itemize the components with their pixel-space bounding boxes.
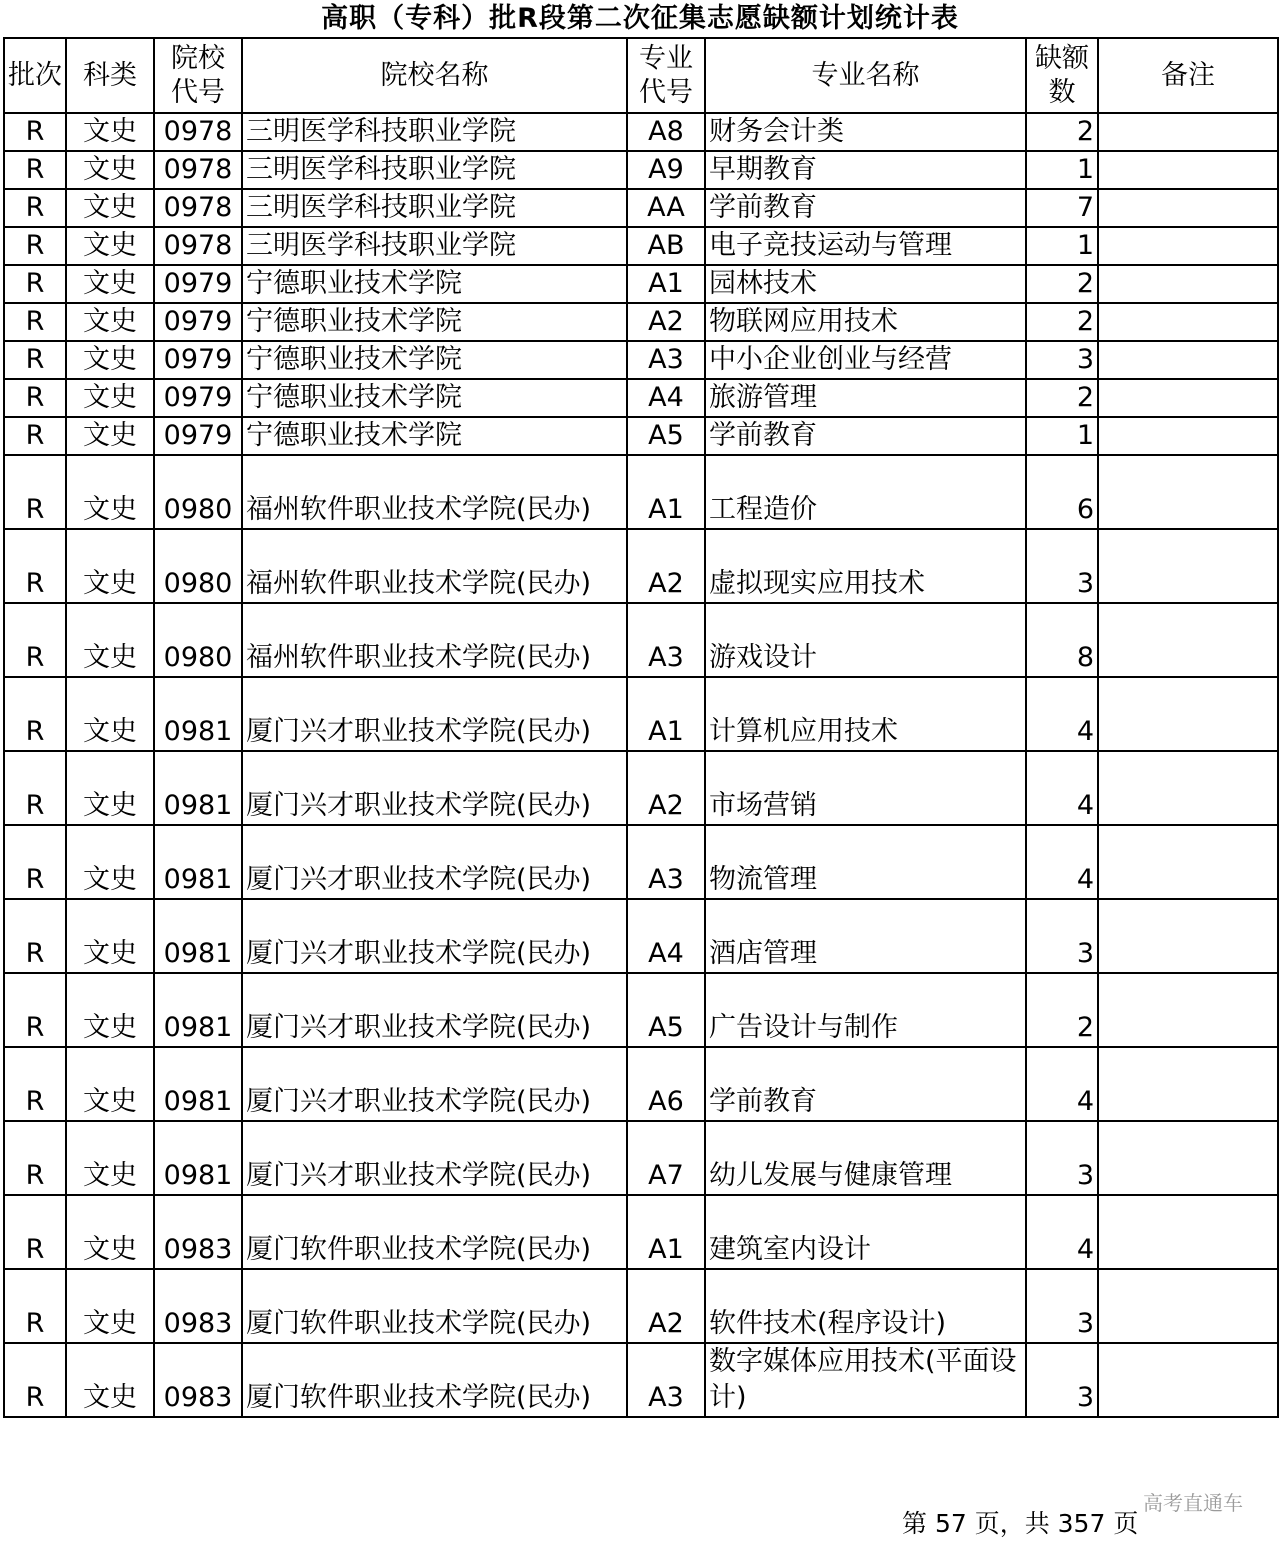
- cell-batch: R: [4, 227, 66, 265]
- page-title: 高职（专科）批R段第二次征集志愿缺额计划统计表: [321, 3, 959, 34]
- cell-shortage: 2: [1026, 973, 1098, 1047]
- cell-remark: [1098, 677, 1278, 751]
- cell-school-code: 0979: [154, 417, 242, 455]
- table-row: [4, 973, 1278, 1047]
- page-footer: 第 57 页，共 357 页: [902, 1509, 1139, 1538]
- cell-shortage: 3: [1026, 529, 1098, 603]
- cell-school-code: 0981: [154, 1047, 242, 1121]
- cell-major-code: A2: [627, 1269, 705, 1343]
- cell-school-code: 0981: [154, 825, 242, 899]
- cell-shortage: 4: [1026, 1047, 1098, 1121]
- cell-school-code: 0980: [154, 455, 242, 529]
- table-row: [4, 1269, 1278, 1343]
- table-row: [4, 899, 1278, 973]
- cell-remark: [1098, 151, 1278, 189]
- cell-major-code: A3: [627, 341, 705, 379]
- cell-major-name: 广告设计与制作: [705, 973, 1026, 1047]
- header-school-name: 院校名称: [242, 38, 627, 113]
- cell-school-name: 厦门兴才职业技术学院(民办): [242, 1047, 627, 1121]
- cell-major-name: 计算机应用技术: [705, 677, 1026, 751]
- cell-batch: R: [4, 1195, 66, 1269]
- cell-batch: R: [4, 417, 66, 455]
- table-body: [4, 113, 1278, 1417]
- cell-school-name: 厦门兴才职业技术学院(民办): [242, 751, 627, 825]
- table-row: [4, 189, 1278, 227]
- cell-shortage: 3: [1026, 899, 1098, 973]
- table-row: [4, 825, 1278, 899]
- table-row: [4, 455, 1278, 529]
- table-row: [4, 265, 1278, 303]
- cell-school-name: 宁德职业技术学院: [242, 417, 627, 455]
- cell-major-code: A2: [627, 303, 705, 341]
- cell-school-name: 厦门兴才职业技术学院(民办): [242, 899, 627, 973]
- cell-category: 文史: [66, 227, 154, 265]
- cell-school-name: 宁德职业技术学院: [242, 303, 627, 341]
- cell-shortage: 2: [1026, 303, 1098, 341]
- table-row: [4, 151, 1278, 189]
- cell-major-name: 学前教育: [705, 417, 1026, 455]
- cell-major-code: A2: [627, 529, 705, 603]
- cell-batch: R: [4, 379, 66, 417]
- cell-remark: [1098, 1269, 1278, 1343]
- cell-remark: [1098, 227, 1278, 265]
- cell-school-name: 三明医学科技职业学院: [242, 227, 627, 265]
- cell-shortage: 2: [1026, 113, 1098, 151]
- cell-school-name: 厦门兴才职业技术学院(民办): [242, 825, 627, 899]
- cell-school-code: 0983: [154, 1195, 242, 1269]
- cell-major-code: A1: [627, 455, 705, 529]
- cell-major-code: A5: [627, 973, 705, 1047]
- cell-category: 文史: [66, 341, 154, 379]
- cell-shortage: 1: [1026, 417, 1098, 455]
- cell-remark: [1098, 899, 1278, 973]
- header-major-name: 专业名称: [705, 38, 1026, 113]
- cell-major-name: 软件技术(程序设计): [705, 1269, 1026, 1343]
- cell-batch: R: [4, 1269, 66, 1343]
- cell-major-code: AA: [627, 189, 705, 227]
- cell-batch: R: [4, 529, 66, 603]
- cell-school-code: 0980: [154, 529, 242, 603]
- cell-category: 文史: [66, 1269, 154, 1343]
- cell-shortage: 3: [1026, 1121, 1098, 1195]
- cell-category: 文史: [66, 677, 154, 751]
- cell-major-code: A4: [627, 379, 705, 417]
- header-category: 科类: [66, 38, 154, 113]
- cell-remark: [1098, 1121, 1278, 1195]
- cell-remark: [1098, 265, 1278, 303]
- cell-batch: R: [4, 189, 66, 227]
- cell-school-code: 0978: [154, 151, 242, 189]
- cell-school-name: 厦门软件职业技术学院(民办): [242, 1343, 627, 1417]
- cell-shortage: 3: [1026, 1269, 1098, 1343]
- table-row: [4, 379, 1278, 417]
- cell-major-name: 幼儿发展与健康管理: [705, 1121, 1026, 1195]
- cell-shortage: 8: [1026, 603, 1098, 677]
- cell-remark: [1098, 113, 1278, 151]
- cell-major-name: 物流管理: [705, 825, 1026, 899]
- cell-school-code: 0979: [154, 379, 242, 417]
- cell-school-name: 三明医学科技职业学院: [242, 113, 627, 151]
- cell-school-code: 0980: [154, 603, 242, 677]
- table-row: [4, 603, 1278, 677]
- cell-shortage: 6: [1026, 455, 1098, 529]
- header-batch: 批次: [4, 38, 66, 113]
- cell-category: 文史: [66, 379, 154, 417]
- header-major-code: 专业代号: [627, 38, 705, 113]
- cell-school-code: 0981: [154, 899, 242, 973]
- cell-major-code: A5: [627, 417, 705, 455]
- cell-category: 文史: [66, 417, 154, 455]
- cell-major-name: 建筑室内设计: [705, 1195, 1026, 1269]
- cell-category: 文史: [66, 603, 154, 677]
- cell-batch: R: [4, 1343, 66, 1417]
- cell-category: 文史: [66, 899, 154, 973]
- cell-category: 文史: [66, 151, 154, 189]
- cell-category: 文史: [66, 189, 154, 227]
- table-row: [4, 1047, 1278, 1121]
- cell-batch: R: [4, 151, 66, 189]
- table-row: [4, 1343, 1278, 1417]
- cell-remark: [1098, 189, 1278, 227]
- cell-category: 文史: [66, 1121, 154, 1195]
- cell-major-code: A4: [627, 899, 705, 973]
- cell-category: 文史: [66, 751, 154, 825]
- cell-major-name: 学前教育: [705, 189, 1026, 227]
- cell-batch: R: [4, 899, 66, 973]
- cell-batch: R: [4, 265, 66, 303]
- cell-batch: R: [4, 677, 66, 751]
- table-row: [4, 227, 1278, 265]
- cell-remark: [1098, 751, 1278, 825]
- cell-major-name: 早期教育: [705, 151, 1026, 189]
- cell-remark: [1098, 1195, 1278, 1269]
- cell-school-code: 0978: [154, 227, 242, 265]
- header-shortage: 缺额数: [1026, 38, 1098, 113]
- cell-school-name: 三明医学科技职业学院: [242, 189, 627, 227]
- cell-major-code: A2: [627, 751, 705, 825]
- cell-school-name: 福州软件职业技术学院(民办): [242, 529, 627, 603]
- table-row: [4, 303, 1278, 341]
- cell-major-name: 物联网应用技术: [705, 303, 1026, 341]
- cell-school-code: 0983: [154, 1343, 242, 1417]
- cell-shortage: 3: [1026, 1343, 1098, 1417]
- cell-major-code: A3: [627, 1343, 705, 1417]
- cell-batch: R: [4, 1047, 66, 1121]
- cell-shortage: 3: [1026, 341, 1098, 379]
- cell-school-name: 厦门兴才职业技术学院(民办): [242, 1121, 627, 1195]
- cell-major-code: A3: [627, 825, 705, 899]
- cell-major-name: 中小企业创业与经营: [705, 341, 1026, 379]
- cell-shortage: 7: [1026, 189, 1098, 227]
- cell-shortage: 4: [1026, 751, 1098, 825]
- cell-school-code: 0979: [154, 303, 242, 341]
- cell-school-name: 厦门软件职业技术学院(民办): [242, 1269, 627, 1343]
- cell-school-code: 0981: [154, 1121, 242, 1195]
- cell-category: 文史: [66, 303, 154, 341]
- table-row: [4, 1195, 1278, 1269]
- cell-major-name: 财务会计类: [705, 113, 1026, 151]
- cell-remark: [1098, 1343, 1278, 1417]
- cell-major-code: A8: [627, 113, 705, 151]
- cell-batch: R: [4, 455, 66, 529]
- table-row: [4, 1121, 1278, 1195]
- cell-remark: [1098, 303, 1278, 341]
- cell-category: 文史: [66, 265, 154, 303]
- cell-major-name: 旅游管理: [705, 379, 1026, 417]
- cell-major-name: 电子竞技运动与管理: [705, 227, 1026, 265]
- cell-major-code: A9: [627, 151, 705, 189]
- cell-batch: R: [4, 1121, 66, 1195]
- cell-major-code: A7: [627, 1121, 705, 1195]
- cell-major-name: 游戏设计: [705, 603, 1026, 677]
- table-row: [4, 341, 1278, 379]
- header-remark: 备注: [1098, 38, 1278, 113]
- cell-remark: [1098, 455, 1278, 529]
- cell-shortage: 4: [1026, 677, 1098, 751]
- cell-major-name: 学前教育: [705, 1047, 1026, 1121]
- table-row: [4, 417, 1278, 455]
- cell-shortage: 2: [1026, 265, 1098, 303]
- cell-remark: [1098, 379, 1278, 417]
- cell-remark: [1098, 417, 1278, 455]
- cell-major-code: AB: [627, 227, 705, 265]
- table-row: [4, 751, 1278, 825]
- watermark-logo: 高考直通车: [1143, 1491, 1243, 1515]
- cell-school-name: 三明医学科技职业学院: [242, 151, 627, 189]
- cell-batch: R: [4, 603, 66, 677]
- header-school-code: 院校代号: [154, 38, 242, 113]
- cell-school-name: 宁德职业技术学院: [242, 265, 627, 303]
- cell-category: 文史: [66, 973, 154, 1047]
- cell-category: 文史: [66, 455, 154, 529]
- table-header-row: [4, 38, 1278, 113]
- cell-batch: R: [4, 751, 66, 825]
- cell-remark: [1098, 825, 1278, 899]
- cell-school-code: 0978: [154, 189, 242, 227]
- cell-school-code: 0981: [154, 973, 242, 1047]
- cell-major-name: 工程造价: [705, 455, 1026, 529]
- cell-major-code: A1: [627, 265, 705, 303]
- cell-category: 文史: [66, 1195, 154, 1269]
- cell-school-code: 0978: [154, 113, 242, 151]
- cell-school-code: 0981: [154, 677, 242, 751]
- cell-batch: R: [4, 113, 66, 151]
- table-row: [4, 113, 1278, 151]
- cell-remark: [1098, 1047, 1278, 1121]
- cell-major-code: A1: [627, 1195, 705, 1269]
- cell-shortage: 2: [1026, 379, 1098, 417]
- cell-category: 文史: [66, 113, 154, 151]
- cell-major-name: 数字媒体应用技术(平面设计): [705, 1343, 1026, 1417]
- cell-major-code: A1: [627, 677, 705, 751]
- cell-category: 文史: [66, 1343, 154, 1417]
- shortage-plan-table: [3, 37, 1279, 1418]
- cell-school-name: 宁德职业技术学院: [242, 341, 627, 379]
- cell-major-name: 酒店管理: [705, 899, 1026, 973]
- cell-school-code: 0979: [154, 341, 242, 379]
- cell-category: 文史: [66, 529, 154, 603]
- cell-school-name: 厦门兴才职业技术学院(民办): [242, 677, 627, 751]
- cell-school-code: 0983: [154, 1269, 242, 1343]
- cell-remark: [1098, 603, 1278, 677]
- cell-school-name: 福州软件职业技术学院(民办): [242, 455, 627, 529]
- cell-remark: [1098, 341, 1278, 379]
- table-row: [4, 677, 1278, 751]
- cell-school-code: 0981: [154, 751, 242, 825]
- cell-batch: R: [4, 303, 66, 341]
- cell-major-name: 园林技术: [705, 265, 1026, 303]
- cell-shortage: 1: [1026, 227, 1098, 265]
- cell-batch: R: [4, 825, 66, 899]
- table-row: [4, 529, 1278, 603]
- cell-remark: [1098, 529, 1278, 603]
- cell-school-name: 宁德职业技术学院: [242, 379, 627, 417]
- cell-shortage: 1: [1026, 151, 1098, 189]
- cell-major-name: 市场营销: [705, 751, 1026, 825]
- cell-major-name: 虚拟现实应用技术: [705, 529, 1026, 603]
- cell-batch: R: [4, 341, 66, 379]
- cell-shortage: 4: [1026, 1195, 1098, 1269]
- cell-remark: [1098, 973, 1278, 1047]
- cell-school-name: 厦门软件职业技术学院(民办): [242, 1195, 627, 1269]
- cell-school-code: 0979: [154, 265, 242, 303]
- cell-category: 文史: [66, 825, 154, 899]
- cell-batch: R: [4, 973, 66, 1047]
- cell-category: 文史: [66, 1047, 154, 1121]
- cell-major-code: A6: [627, 1047, 705, 1121]
- cell-major-code: A3: [627, 603, 705, 677]
- cell-shortage: 4: [1026, 825, 1098, 899]
- cell-school-name: 福州软件职业技术学院(民办): [242, 603, 627, 677]
- cell-school-name: 厦门兴才职业技术学院(民办): [242, 973, 627, 1047]
